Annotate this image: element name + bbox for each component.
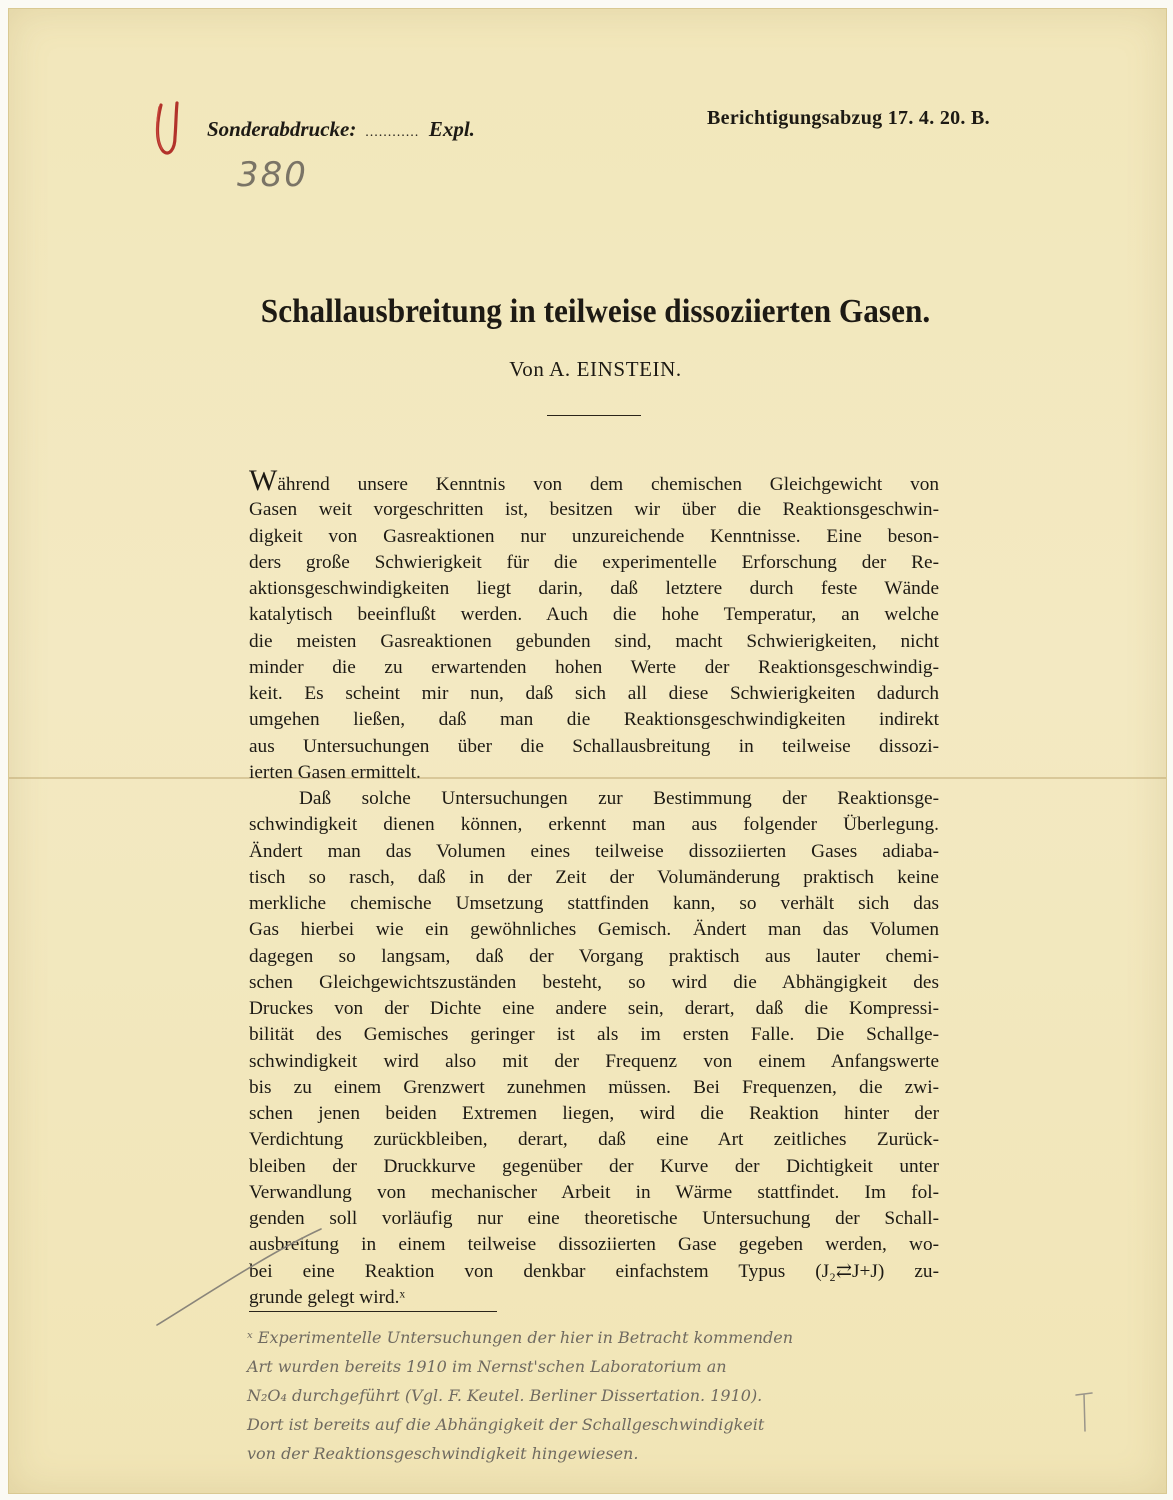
body-line: schen Gleichgewichtszuständen besteht, so wird die Abhängigkeit des — [249, 971, 939, 993]
body-line: bilität des Gemisches geringer ist als im ersten Falle. Die Schallge- — [249, 1024, 939, 1046]
offprint-label: Sonderabdrucke: — [207, 117, 357, 141]
document-page — [8, 8, 1167, 1494]
body-line: grunde gelegt wird.ˣ — [249, 1286, 406, 1308]
body-line: tisch so rasch, daß in der Zeit der Volumänderung praktisch keine — [249, 866, 939, 888]
body-line: schen jenen beiden Extremen liegen, wird die Reaktion hinter der — [249, 1103, 939, 1124]
body-line: bis zu einem Grenzwert zunehmen müssen. Bei Frequenzen, die zwi- — [249, 1076, 939, 1098]
body-line: schwindigkeit dienen können, erkennt man aus folgender Überlegung. — [249, 814, 939, 836]
body-line: Gas hierbei wie ein gewöhnliches Gemisch. Ändert man das Volumen — [249, 919, 939, 941]
body-line: dagegen so langsam, daß der Vorgang praktisch aus lauter chemi- — [249, 945, 939, 967]
pencil-page-number: 380 — [237, 155, 308, 195]
body-line: ierten Gasen ermittelt. — [249, 761, 421, 783]
body-line: bleiben der Druckkurve gegenüber der Kurve der Dichtigkeit unter — [249, 1155, 939, 1177]
body-line: ausbreitung in einem teilweise dissoziierten Gase gegeben werden, wo- — [249, 1234, 939, 1256]
drop-cap: W — [249, 464, 278, 497]
body-line: digkeit von Gasreaktionen nur unzureichende Kenntnisse. Eine beson- — [249, 525, 939, 547]
handwritten-line: Art wurden bereits 1910 im Nernst'schen Laboratorium an — [247, 1357, 727, 1376]
body-line: Druckes von der Dichte eine andere sein, derart, daß die Kompressi- — [249, 998, 939, 1019]
body-line: katalytisch beeinflußt werden. Auch die hohe Temperatur, an welche — [249, 604, 939, 626]
body-line: Während unsere Kenntnis von dem chemischen Gleichgewicht von — [249, 464, 939, 497]
correction-proof-note: Berichtigungsabzug 17. 4. 20. B. — [707, 107, 990, 129]
offprint-unit: Expl. — [428, 117, 475, 141]
body-line: Verdichtung zurückbleiben, derart, daß eine Art zeitliches Zurück- — [249, 1129, 939, 1151]
handwritten-line: Dort ist bereits auf die Abhängigkeit der Schallgeschwindigkeit — [247, 1415, 765, 1434]
title-separator-rule — [547, 415, 641, 416]
body-line: aus Untersuchungen über die Schallausbreitung in teilweise dissozi- — [249, 735, 939, 757]
body-line: umgehen ließen, daß man die Reaktionsgeschwindigkeiten indirekt — [249, 709, 939, 731]
offprint-blank: ............ — [365, 125, 420, 140]
body-line: merkliche chemische Umsetzung stattfinden kann, so verhält sich das — [249, 893, 939, 914]
pencil-tick-mark — [1073, 1389, 1095, 1433]
body-line: Gasen weit vorgeschritten ist, besitzen wir über die Reaktionsgeschwin- — [249, 499, 939, 521]
body-text — [249, 464, 939, 1311]
body-line: keit. Es scheint mir nun, daß sich all diese Schwierigkeiten dadurch — [249, 683, 939, 704]
body-line: schwindigkeit wird also mit der Frequenz von einem Anfangswerte — [249, 1050, 939, 1072]
paper-title: Schallausbreitung in teilweise dissoziierten Gasen. — [260, 293, 931, 330]
body-line: Daß solche Untersuchungen zur Bestimmung der Reaktionsge- — [299, 788, 939, 809]
handwritten-footnote — [247, 1323, 957, 1468]
paper-author: Von A. EINSTEIN. — [509, 357, 682, 381]
handwritten-line: N₂O₄ durchgeführt (Vgl. F. Keutel. Berliner Dissertation. 1910). — [247, 1386, 763, 1405]
body-line: aktionsgeschwindigkeiten liegt darin, daß letztere durch feste Wände — [249, 578, 939, 599]
handwritten-line: ˣ Experimentelle Untersuchungen der hier in Betracht kommenden — [247, 1328, 794, 1347]
handwritten-line: von der Reaktionsgeschwindigkeit hingewiesen. — [247, 1444, 639, 1463]
pencil-slash-mark — [149, 1223, 329, 1333]
body-line: die meisten Gasreaktionen gebunden sind, macht Schwierigkeiten, nicht — [249, 630, 939, 652]
body-line: bei eine Reaktion von denkbar einfachstem Typus (J₂⇄J+J) zu- — [249, 1260, 939, 1282]
offprint-count-line — [207, 117, 475, 142]
body-line: genden soll vorläufig nur eine theoretische Untersuchung der Schall- — [249, 1208, 939, 1229]
body-line: Ändert man das Volumen eines teilweise dissoziierten Gases adiaba- — [249, 840, 939, 862]
red-pencil-mark — [149, 101, 189, 157]
body-line: minder die zu erwartenden hohen Werte der Reaktionsgeschwindig- — [249, 656, 939, 678]
footnote-separator-rule — [249, 1311, 497, 1312]
body-line: Verwandlung von mechanischer Arbeit in Wärme stattfindet. Im fol- — [249, 1181, 939, 1203]
body-line: ders große Schwierigkeit für die experimentelle Erforschung der Re- — [249, 551, 939, 573]
